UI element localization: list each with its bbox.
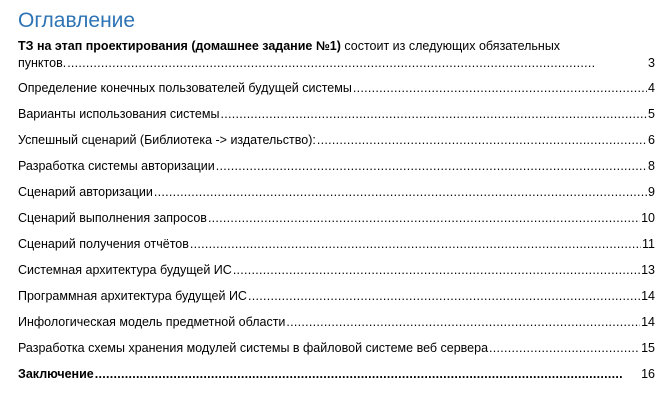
toc-entry[interactable] <box>18 262 655 279</box>
page-number: 14 <box>641 289 655 303</box>
toc-entry-title: Разработка схемы хранения модулей системы в файловой системе веб сервера <box>18 341 489 355</box>
dot-leader <box>286 314 640 331</box>
page-number: 11 <box>642 237 655 251</box>
toc-entry-tz-continuation: пунктов. <box>18 56 67 70</box>
toc-entry[interactable] <box>18 340 655 357</box>
page-number: 13 <box>641 263 655 277</box>
page-number: 9 <box>648 185 655 199</box>
page-number: 6 <box>648 133 655 147</box>
toc-entry[interactable] <box>18 288 655 305</box>
toc-entry-title: Разработка системы авторизации <box>18 159 215 173</box>
toc-entry-title: Сценарий авторизации <box>18 185 153 199</box>
dot-leader <box>317 132 647 149</box>
toc-heading: Оглавление <box>18 9 136 32</box>
dot-leader <box>95 366 640 383</box>
toc-entry-tz-bold: ТЗ на этап проектирования (домашнее задание №1) <box>18 39 341 53</box>
toc-entry-tz[interactable] <box>18 38 655 72</box>
toc-entry-title: Инфологическая модель предметной области <box>18 315 286 329</box>
toc-entry[interactable] <box>18 132 655 149</box>
dot-leader <box>67 55 647 72</box>
toc-entry-title: Системная архитектура будущей ИС <box>18 263 232 277</box>
toc-entry[interactable] <box>18 80 655 97</box>
page-number: 14 <box>641 315 655 329</box>
page-number: 3 <box>648 56 655 70</box>
page-number: 16 <box>641 367 655 381</box>
dot-leader <box>216 158 647 175</box>
toc-entry-title: Определение конечных пользователей будущей системы <box>18 81 352 95</box>
page-number: 4 <box>648 81 655 95</box>
dot-leader <box>489 340 640 357</box>
toc-entry[interactable] <box>18 158 655 175</box>
page-number: 15 <box>641 341 655 355</box>
toc-entry-title: Сценарий выполнения запросов <box>18 211 207 225</box>
page-number: 5 <box>648 107 655 121</box>
page-number: 10 <box>641 211 655 225</box>
toc-entry-title: Сценарий получения отчётов <box>18 237 189 251</box>
toc-entry-title: Заключение <box>18 367 94 381</box>
toc-entry-tz-normal: состоит из следующих обязательных <box>340 39 561 53</box>
toc-entry-tz-line1 <box>18 38 655 55</box>
dot-leader <box>190 236 641 253</box>
dot-leader <box>248 288 640 305</box>
dot-leader <box>353 80 647 97</box>
toc-entry[interactable] <box>18 210 655 227</box>
dot-leader <box>208 210 640 227</box>
toc-entry-title: Варианты использования системы <box>18 107 220 121</box>
toc-entry-conclusion[interactable] <box>18 366 655 383</box>
toc-entry-title: Программная архитектура будущей ИС <box>18 289 247 303</box>
toc-entry[interactable] <box>18 314 655 331</box>
toc-entry[interactable] <box>18 106 655 123</box>
page-number: 8 <box>648 159 655 173</box>
dot-leader <box>220 106 647 123</box>
toc-entry-title: Успешный сценарий (Библиотека -> издательство): <box>18 133 316 147</box>
toc-entry[interactable] <box>18 236 655 253</box>
dot-leader <box>154 184 647 201</box>
dot-leader <box>233 262 640 279</box>
table-of-contents <box>18 0 655 383</box>
toc-entry[interactable] <box>18 184 655 201</box>
